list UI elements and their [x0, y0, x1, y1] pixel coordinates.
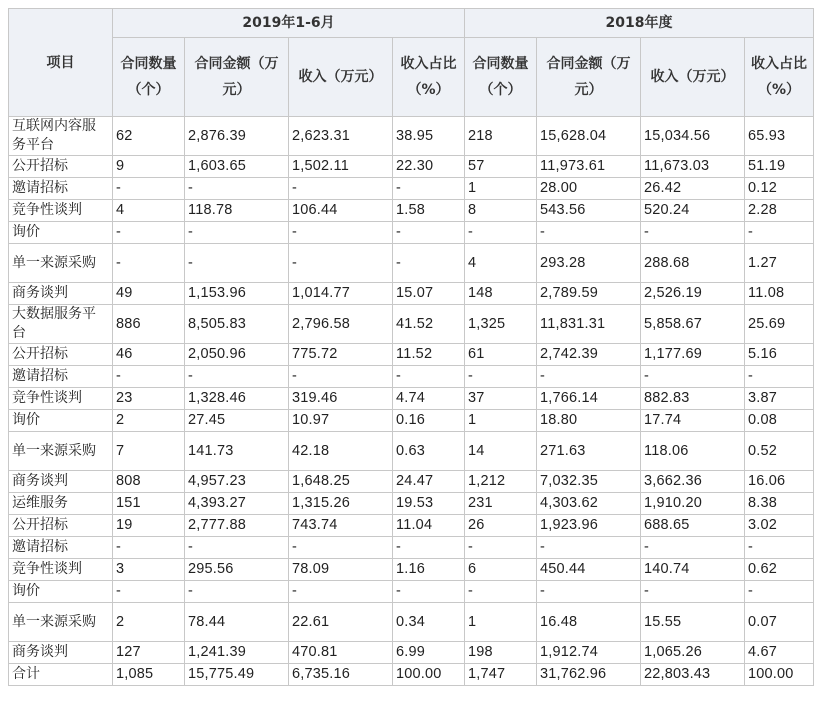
cell-revenue: 42.18: [289, 432, 393, 471]
row-item-label: 公开招标: [9, 344, 113, 366]
table-header: [9, 9, 814, 117]
cell-contract-count: -: [113, 178, 185, 200]
table-row: [9, 537, 814, 559]
cell-revenue: 15,034.56: [641, 117, 745, 156]
header-period-2018: 2018年度: [465, 9, 814, 38]
row-item-label: 竞争性谈判: [9, 559, 113, 581]
cell-contract-amount: 295.56: [185, 559, 289, 581]
cell-contract-amount: 31,762.96: [537, 664, 641, 686]
cell-contract-amount: 1,923.96: [537, 515, 641, 537]
cell-contract-amount: -: [185, 244, 289, 283]
cell-revenue-share: 0.34: [393, 603, 465, 642]
cell-contract-count: 57: [465, 156, 537, 178]
cell-contract-count: 4: [113, 200, 185, 222]
cell-contract-count: 6: [465, 559, 537, 581]
cell-contract-count: -: [465, 537, 537, 559]
cell-revenue: 688.65: [641, 515, 745, 537]
cell-contract-count: 8: [465, 200, 537, 222]
cell-revenue: 1,502.11: [289, 156, 393, 178]
cell-revenue: 1,910.20: [641, 493, 745, 515]
cell-revenue: -: [641, 222, 745, 244]
table-row: [9, 581, 814, 603]
row-item-label: 商务谈判: [9, 471, 113, 493]
cell-revenue-share: 0.07: [745, 603, 814, 642]
cell-revenue: -: [289, 581, 393, 603]
cell-contract-amount: 2,050.96: [185, 344, 289, 366]
cell-revenue-share: 24.47: [393, 471, 465, 493]
cell-revenue: 106.44: [289, 200, 393, 222]
cell-contract-amount: -: [185, 366, 289, 388]
cell-revenue-share: 0.52: [745, 432, 814, 471]
cell-revenue-share: 11.08: [745, 283, 814, 305]
cell-revenue-share: 0.62: [745, 559, 814, 581]
cell-revenue-share: -: [393, 222, 465, 244]
cell-revenue-share: 5.16: [745, 344, 814, 366]
cell-revenue-share: 1.16: [393, 559, 465, 581]
cell-contract-amount: 7,032.35: [537, 471, 641, 493]
cell-contract-amount: 15,775.49: [185, 664, 289, 686]
header-revenue: 收入（万元）: [641, 38, 745, 117]
cell-contract-count: 1,325: [465, 305, 537, 344]
cell-revenue: -: [289, 244, 393, 283]
row-item-label: 邀请招标: [9, 537, 113, 559]
cell-revenue: 118.06: [641, 432, 745, 471]
cell-contract-count: -: [113, 581, 185, 603]
cell-contract-amount: 11,831.31: [537, 305, 641, 344]
cell-revenue: 2,623.31: [289, 117, 393, 156]
cell-contract-amount: 27.45: [185, 410, 289, 432]
cell-revenue-share: 4.67: [745, 642, 814, 664]
table-row: [9, 493, 814, 515]
cell-contract-count: 198: [465, 642, 537, 664]
cell-contract-amount: -: [185, 581, 289, 603]
cell-revenue: 22.61: [289, 603, 393, 642]
cell-revenue-share: -: [393, 244, 465, 283]
cell-contract-amount: 78.44: [185, 603, 289, 642]
cell-revenue: -: [641, 581, 745, 603]
row-item-label: 公开招标: [9, 156, 113, 178]
table-row: [9, 344, 814, 366]
table-row: [9, 388, 814, 410]
cell-revenue: 22,803.43: [641, 664, 745, 686]
cell-contract-amount: 4,303.62: [537, 493, 641, 515]
cell-revenue-share: -: [393, 537, 465, 559]
cell-contract-count: 1,085: [113, 664, 185, 686]
cell-contract-amount: 293.28: [537, 244, 641, 283]
cell-contract-count: 14: [465, 432, 537, 471]
cell-revenue-share: 25.69: [745, 305, 814, 344]
row-item-label: 邀请招标: [9, 366, 113, 388]
cell-contract-amount: 141.73: [185, 432, 289, 471]
table-row: [9, 244, 814, 283]
cell-revenue-share: -: [745, 366, 814, 388]
cell-revenue-share: 38.95: [393, 117, 465, 156]
cell-contract-count: 7: [113, 432, 185, 471]
cell-revenue: 288.68: [641, 244, 745, 283]
cell-revenue-share: 11.52: [393, 344, 465, 366]
cell-revenue-share: 22.30: [393, 156, 465, 178]
cell-revenue-share: 19.53: [393, 493, 465, 515]
cell-contract-amount: 28.00: [537, 178, 641, 200]
cell-contract-count: 49: [113, 283, 185, 305]
row-item-label: 竞争性谈判: [9, 388, 113, 410]
cell-contract-count: -: [465, 581, 537, 603]
header-revenue-share: 收入占比（%）: [393, 38, 465, 117]
cell-contract-count: 1,747: [465, 664, 537, 686]
cell-contract-count: 1: [465, 603, 537, 642]
cell-revenue: 1,177.69: [641, 344, 745, 366]
cell-revenue-share: -: [745, 222, 814, 244]
cell-contract-count: -: [465, 366, 537, 388]
cell-revenue-share: 16.06: [745, 471, 814, 493]
cell-revenue-share: 41.52: [393, 305, 465, 344]
cell-revenue: 1,014.77: [289, 283, 393, 305]
cell-contract-amount: 2,789.59: [537, 283, 641, 305]
cell-contract-count: 37: [465, 388, 537, 410]
cell-revenue: 470.81: [289, 642, 393, 664]
cell-revenue-share: 4.74: [393, 388, 465, 410]
cell-contract-amount: 4,957.23: [185, 471, 289, 493]
header-contract-amount: 合同金额（万元）: [185, 38, 289, 117]
cell-revenue-share: 3.87: [745, 388, 814, 410]
cell-revenue: 775.72: [289, 344, 393, 366]
cell-revenue: 1,065.26: [641, 642, 745, 664]
cell-contract-amount: 2,777.88: [185, 515, 289, 537]
cell-revenue: -: [641, 537, 745, 559]
cell-contract-amount: 16.48: [537, 603, 641, 642]
cell-revenue: 520.24: [641, 200, 745, 222]
cell-revenue: 10.97: [289, 410, 393, 432]
table-row: [9, 471, 814, 493]
cell-revenue-share: -: [745, 581, 814, 603]
cell-revenue: 1,648.25: [289, 471, 393, 493]
cell-contract-count: -: [465, 222, 537, 244]
cell-revenue-share: 51.19: [745, 156, 814, 178]
cell-revenue-share: 100.00: [393, 664, 465, 686]
cell-contract-count: 19: [113, 515, 185, 537]
header-revenue: 收入（万元）: [289, 38, 393, 117]
row-item-label: 邀请招标: [9, 178, 113, 200]
cell-revenue-share: -: [393, 581, 465, 603]
cell-contract-amount: 1,328.46: [185, 388, 289, 410]
cell-revenue-share: 0.08: [745, 410, 814, 432]
row-item-label: 商务谈判: [9, 642, 113, 664]
cell-contract-amount: 271.63: [537, 432, 641, 471]
row-item-label: 互联网内容服务平台: [9, 117, 113, 156]
table-row: [9, 410, 814, 432]
row-item-label: 单一来源采购: [9, 432, 113, 471]
cell-revenue: 26.42: [641, 178, 745, 200]
cell-contract-amount: 1,241.39: [185, 642, 289, 664]
cell-revenue: -: [289, 537, 393, 559]
cell-revenue-share: 0.16: [393, 410, 465, 432]
cell-revenue-share: 100.00: [745, 664, 814, 686]
cell-contract-amount: -: [537, 581, 641, 603]
cell-contract-amount: 118.78: [185, 200, 289, 222]
row-item-label: 单一来源采购: [9, 244, 113, 283]
cell-revenue-share: 6.99: [393, 642, 465, 664]
cell-contract-count: 23: [113, 388, 185, 410]
table-row: [9, 156, 814, 178]
cell-contract-count: -: [113, 222, 185, 244]
row-item-label: 大数据服务平台: [9, 305, 113, 344]
cell-contract-count: 886: [113, 305, 185, 344]
cell-contract-count: 61: [465, 344, 537, 366]
table-row: [9, 178, 814, 200]
cell-contract-count: 127: [113, 642, 185, 664]
cell-contract-count: 2: [113, 603, 185, 642]
cell-revenue-share: 2.28: [745, 200, 814, 222]
cell-contract-count: 231: [465, 493, 537, 515]
header-item: 项目: [9, 9, 113, 117]
table-row: [9, 432, 814, 471]
cell-contract-amount: 8,505.83: [185, 305, 289, 344]
cell-revenue-share: -: [745, 537, 814, 559]
table-row: [9, 222, 814, 244]
table-row: [9, 366, 814, 388]
cell-contract-count: -: [113, 537, 185, 559]
cell-revenue-share: 8.38: [745, 493, 814, 515]
cell-revenue: -: [289, 222, 393, 244]
cell-contract-count: 1: [465, 410, 537, 432]
cell-contract-amount: 1,153.96: [185, 283, 289, 305]
header-contract-count: 合同数量（个）: [465, 38, 537, 117]
cell-revenue: 140.74: [641, 559, 745, 581]
table-row: [9, 642, 814, 664]
row-item-label: 询价: [9, 410, 113, 432]
cell-contract-count: 62: [113, 117, 185, 156]
cell-contract-amount: -: [185, 222, 289, 244]
header-contract-amount: 合同金额（万元）: [537, 38, 641, 117]
row-item-label: 公开招标: [9, 515, 113, 537]
cell-contract-count: 3: [113, 559, 185, 581]
cell-contract-amount: 543.56: [537, 200, 641, 222]
row-item-label: 单一来源采购: [9, 603, 113, 642]
cell-contract-amount: -: [537, 222, 641, 244]
cell-contract-amount: 2,742.39: [537, 344, 641, 366]
table-row: [9, 515, 814, 537]
header-group-row: [9, 9, 814, 38]
cell-revenue: 743.74: [289, 515, 393, 537]
cell-revenue: 3,662.36: [641, 471, 745, 493]
row-item-label: 竞争性谈判: [9, 200, 113, 222]
row-item-label: 询价: [9, 581, 113, 603]
cell-contract-count: -: [113, 366, 185, 388]
cell-contract-amount: 4,393.27: [185, 493, 289, 515]
cell-revenue: 17.74: [641, 410, 745, 432]
row-item-label: 运维服务: [9, 493, 113, 515]
cell-contract-amount: 450.44: [537, 559, 641, 581]
cell-revenue-share: -: [393, 178, 465, 200]
cell-revenue-share: 15.07: [393, 283, 465, 305]
table-row: [9, 305, 814, 344]
table-row: [9, 200, 814, 222]
cell-revenue: 882.83: [641, 388, 745, 410]
cell-revenue: 319.46: [289, 388, 393, 410]
cell-contract-amount: 1,603.65: [185, 156, 289, 178]
cell-revenue: -: [641, 366, 745, 388]
table-row: [9, 664, 814, 686]
cell-contract-amount: 15,628.04: [537, 117, 641, 156]
table-row: [9, 603, 814, 642]
cell-contract-count: 4: [465, 244, 537, 283]
cell-contract-amount: -: [537, 537, 641, 559]
contract-table-container: [8, 8, 814, 686]
cell-revenue-share: 0.12: [745, 178, 814, 200]
cell-contract-amount: -: [185, 178, 289, 200]
table-row: [9, 117, 814, 156]
cell-contract-count: 218: [465, 117, 537, 156]
header-contract-count: 合同数量（个）: [113, 38, 185, 117]
header-period-2019h1: 2019年1-6月: [113, 9, 465, 38]
header-revenue-share: 收入占比（%）: [745, 38, 814, 117]
cell-revenue: -: [289, 178, 393, 200]
cell-contract-count: 26: [465, 515, 537, 537]
cell-revenue-share: 1.27: [745, 244, 814, 283]
cell-revenue: 6,735.16: [289, 664, 393, 686]
table-body: [9, 117, 814, 686]
cell-revenue: 15.55: [641, 603, 745, 642]
header-sub-row: [9, 38, 814, 117]
cell-contract-amount: 2,876.39: [185, 117, 289, 156]
cell-revenue-share: 3.02: [745, 515, 814, 537]
table-row: [9, 283, 814, 305]
cell-contract-count: -: [113, 244, 185, 283]
cell-revenue: 11,673.03: [641, 156, 745, 178]
cell-revenue: -: [289, 366, 393, 388]
cell-contract-count: 46: [113, 344, 185, 366]
contract-revenue-table: [8, 8, 814, 686]
cell-revenue: 5,858.67: [641, 305, 745, 344]
cell-contract-amount: 11,973.61: [537, 156, 641, 178]
cell-revenue-share: 65.93: [745, 117, 814, 156]
cell-contract-amount: 1,766.14: [537, 388, 641, 410]
cell-revenue: 2,526.19: [641, 283, 745, 305]
cell-contract-count: 2: [113, 410, 185, 432]
cell-revenue: 2,796.58: [289, 305, 393, 344]
cell-contract-count: 9: [113, 156, 185, 178]
cell-contract-amount: 18.80: [537, 410, 641, 432]
cell-contract-amount: -: [185, 537, 289, 559]
cell-revenue: 78.09: [289, 559, 393, 581]
cell-revenue-share: 11.04: [393, 515, 465, 537]
cell-revenue: 1,315.26: [289, 493, 393, 515]
table-row: [9, 559, 814, 581]
row-item-label: 询价: [9, 222, 113, 244]
cell-contract-amount: -: [537, 366, 641, 388]
row-item-label: 合计: [9, 664, 113, 686]
cell-contract-count: 1: [465, 178, 537, 200]
cell-contract-count: 148: [465, 283, 537, 305]
cell-contract-count: 151: [113, 493, 185, 515]
cell-contract-count: 808: [113, 471, 185, 493]
cell-revenue-share: -: [393, 366, 465, 388]
cell-contract-count: 1,212: [465, 471, 537, 493]
row-item-label: 商务谈判: [9, 283, 113, 305]
cell-revenue-share: 1.58: [393, 200, 465, 222]
cell-contract-amount: 1,912.74: [537, 642, 641, 664]
cell-revenue-share: 0.63: [393, 432, 465, 471]
